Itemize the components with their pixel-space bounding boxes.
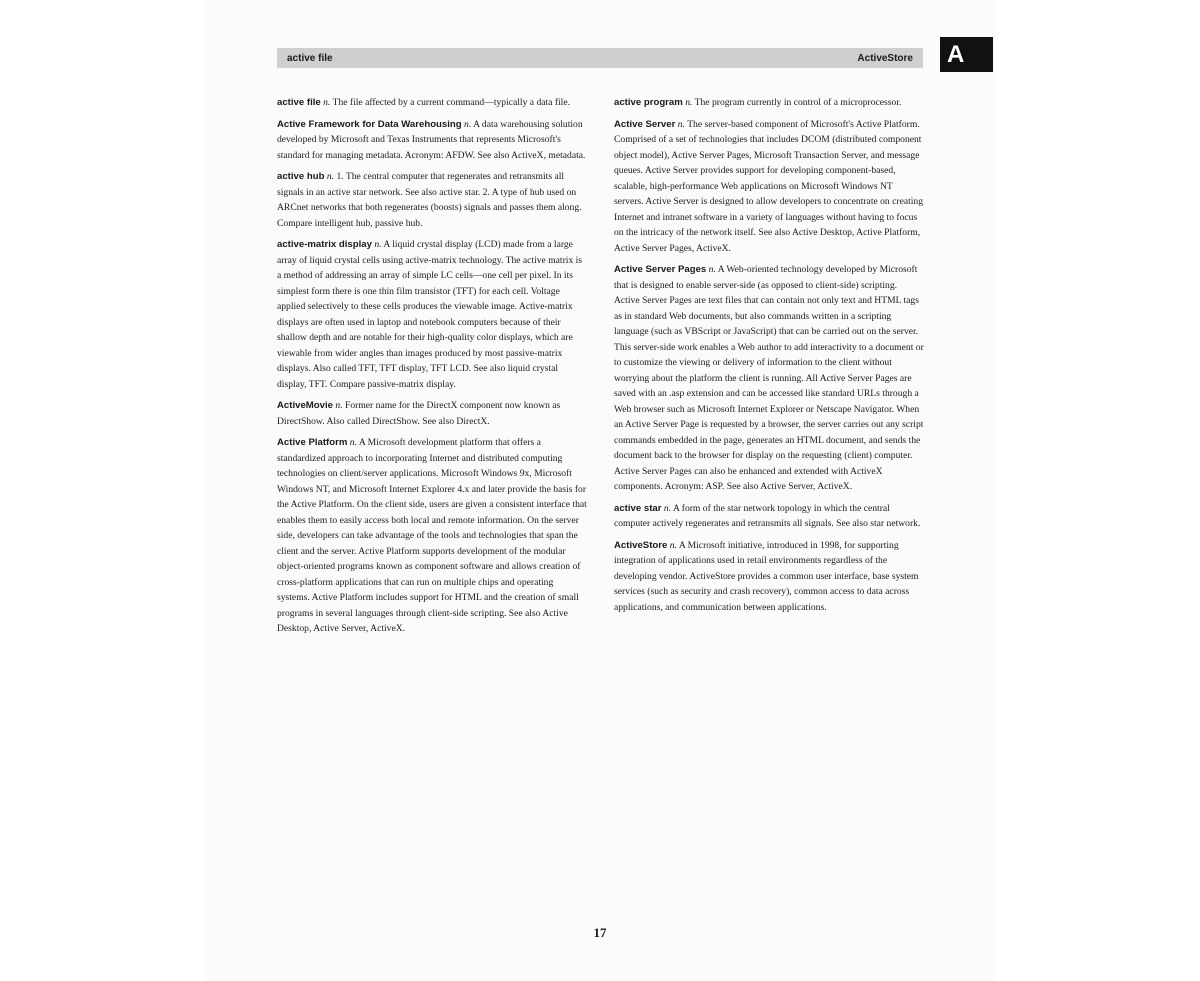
entry-term: active file (277, 97, 321, 108)
entry-pos: n. (663, 502, 672, 514)
entry-term: ActiveMovie (277, 400, 333, 411)
header-guide-right: ActiveStore (857, 52, 913, 64)
dictionary-entry (277, 435, 587, 637)
entry-term: active-matrix display (277, 239, 372, 250)
entry-pos: n. (326, 171, 335, 182)
entry-pos: n. (677, 118, 685, 130)
running-header (277, 48, 923, 68)
entry-definition: A data warehousing solution developed by Microsoft and Texas Instruments that represents Microsoft's standard for managing metadata. Acronym: AFDW. See also ActiveX, metadata. (277, 118, 586, 161)
entry-definition: Former name for the DirectX component now known as DirectShow. Also called DirectShow. See also DirectX. (277, 400, 561, 427)
dictionary-entry (277, 169, 587, 231)
header-guide-left: active file (287, 52, 333, 64)
dictionary-entry (277, 117, 587, 164)
dictionary-entry (614, 501, 924, 532)
entry-pos: n. (374, 239, 382, 250)
dictionary-entry (614, 95, 924, 111)
entry-term: Active Server Pages (614, 264, 707, 275)
entry-term: active hub (277, 171, 325, 182)
entry-definition: A Microsoft initiative, introduced in 1998, for supporting integration of applications used in retail environments regardless of the developing vendor. ActiveStore provides a common user interface, base system services (such as security and crash recovery), common access to data across applications, and communication between applications. (614, 539, 919, 613)
entry-pos: n. (349, 437, 357, 448)
entry-pos: n. (464, 118, 472, 130)
entry-definition: A Microsoft development platform that offers a standardized approach to incorporating Internet and distributed computing technologies on client/server applications. Microsoft Windows 9x, Microsoft Windows NT, and Microsoft Internet Explorer 4.x and later provide the basis for the Active Platform. On the client side, users are given a consistent interface that enables them to easily access both local and remote information. On the server side, developers can take advantage of the tools and technologies that span the client and the server. Active Platform supports development of the modular object-oriented programs known as component software and allows creation of cross-platform applications that can run on multiple chips and operating systems. Active Platform includes support for HTML and the creation of small programs in several languages through client-side scripting. See also Active Desktop, Active Server, ActiveX. (277, 437, 587, 634)
entry-definition: The server-based component of Microsoft's Active Platform. Comprised of a set of technologies that includes DCOM (distributed component object model), Active Server Pages, Microsoft Transaction Server, and message queues. Active Server provides support for developing component-based, scalable, high-performance Web applications on Microsoft Windows NT servers. Active Server is designed to allow developers to concentrate on creating Internet and intranet software in a variety of languages without having to focus on the intricacy of the network itself. See also Active Desktop, Active Platform, Active Server Pages, ActiveX. (614, 118, 924, 254)
dictionary-entry (277, 95, 587, 111)
entry-term: ActiveStore (614, 539, 668, 551)
right-column (614, 95, 924, 621)
entry-definition: The file affected by a current command—typically a data file. (332, 97, 571, 108)
entry-definition: A form of the star network topology in which the central computer actively regenerates and retransmits all signals. See also star network. (614, 502, 921, 529)
dictionary-entry (614, 538, 924, 616)
entry-pos: n. (669, 539, 677, 551)
dictionary-entry (614, 117, 924, 257)
entry-pos: n. (323, 97, 331, 108)
entry-definition: A Web-oriented technology developed by Microsoft that is designed to enable server-side (as opposed to client-side) scripting. Active Server Pages are text files that can contain not only text and HTML tags as in standard Web documents, but also commands written in a scripting language (such as VBScript or JavaScript) that can be carried out on the server. This server-side work enables a Web author to add interactivity to a document or to customize the viewing or delivery of information to the client without worrying about the platform the client is running. All Active Server Pages are saved with an .asp extension and can be accessed like standard URLs through a Web browser such as Microsoft Internet Explorer or Netscape Navigator. When an Active Server Page is requested by a browser, the server carries out any script commands embedded in the page, generates an HTML document, and sends the document back to the browser for display on the requesting (client) computer. Active Server Pages can also be enhanced and extended with ActiveX components. Acronym: ASP. See also Active Server, ActiveX. (614, 264, 924, 492)
entry-pos: n. (708, 264, 716, 275)
entry-definition: A liquid crystal display (LCD) made from a large array of liquid crystal cells using active-matrix technology. The active matrix is a method of addressing an array of simple LC cells—one cell per pixel. In its simplest form there is one thin film transistor (TFT) for each cell. Voltage applied selectively to these cells produces the viewable image. Active-matrix displays are often used in laptop and notebook computers because of their shallow depth and are notable for their high-quality color displays, which are viewable from wider angles than images produced by most passive-matrix displays. Also called TFT, TFT display, TFT LCD. See also liquid crystal display, TFT. Compare passive-matrix display. (277, 239, 583, 390)
dictionary-entry (277, 398, 587, 429)
entry-term: active program (614, 97, 683, 108)
section-letter-tab: A (940, 37, 993, 72)
entry-definition: The program currently in control of a microprocessor. (694, 97, 902, 108)
dictionary-entry (277, 237, 587, 392)
left-column (277, 95, 587, 643)
entry-term: Active Framework for Data Warehousing (277, 118, 462, 130)
page-number: 17 (593, 925, 607, 940)
dictionary-entry (614, 262, 924, 495)
entry-pos: n. (685, 97, 693, 108)
entry-pos: n. (335, 400, 343, 411)
entry-term: Active Server (614, 118, 676, 130)
entry-term: active star (614, 502, 662, 514)
entry-term: Active Platform (277, 437, 348, 448)
entry-definition: 1. The central computer that regenerates and retransmits all signals in an active star network. See also active star. 2. A type of hub used on ARCnet networks that both regenerates (boosts) signals and passes them along. Compare intelligent hub, passive hub. (277, 171, 582, 229)
